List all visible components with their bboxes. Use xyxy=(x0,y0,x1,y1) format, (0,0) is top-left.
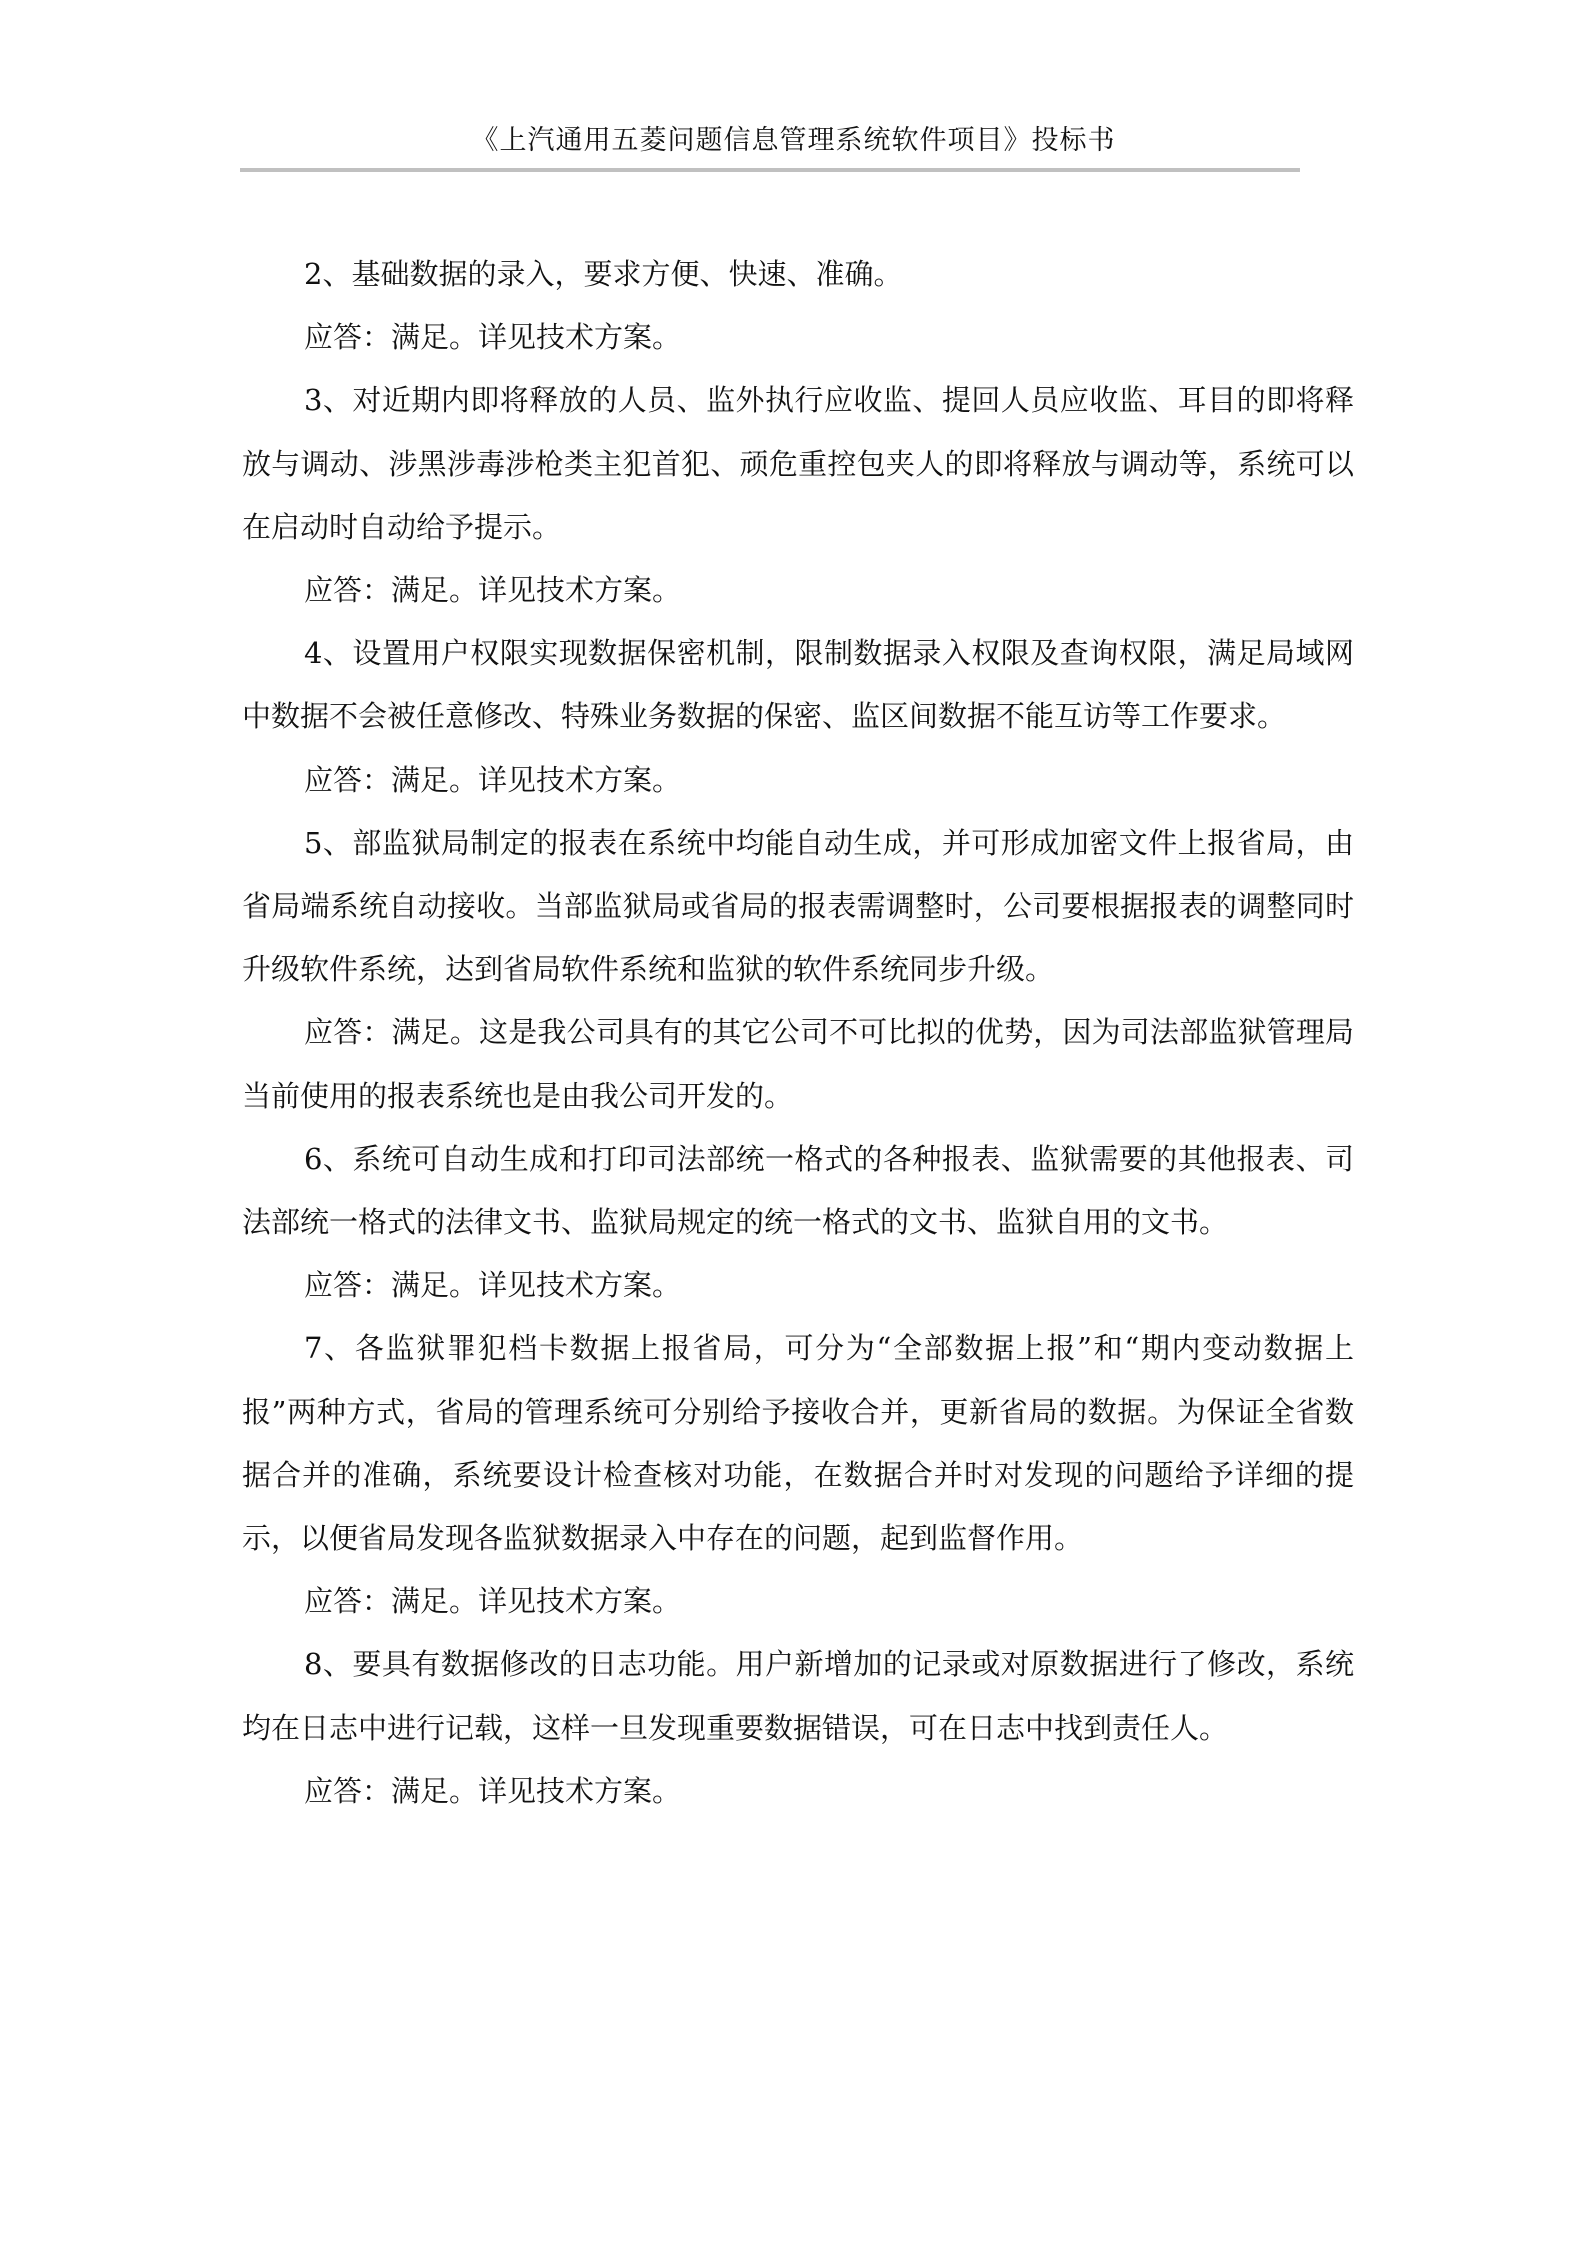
document-body xyxy=(242,243,1354,1823)
header-divider xyxy=(240,168,1300,172)
response-4: 应答：满足。详见技术方案。 xyxy=(304,762,682,797)
response-8: 应答：满足。详见技术方案。 xyxy=(304,1773,682,1808)
response-2: 应答：满足。详见技术方案。 xyxy=(304,320,682,355)
response-5: 应答：满足。这是我公司具有的其它公司不可比拟的优势，因为司法部监狱管理局当前使用的报表系统也是由我公司开发的。 xyxy=(242,1015,1354,1113)
requirement-4: 4、设置用户权限实现数据保密机制，限制数据录入权限及查询权限，满足局域网中数据不会被任意修改、特殊业务数据的保密、监区间数据不能互访等工作要求。 xyxy=(242,636,1354,734)
document-title: 《上汽通用五菱问题信息管理系统软件项目》投标书 xyxy=(471,125,1116,156)
requirement-7: 7、各监狱罪犯档卡数据上报省局，可分为“全部数据上报”和“期内变动数据上报”两种方式，省局的管理系统可分别给予接收合并，更新省局的数据。为保证全省数据合并的准确，系统要设计检查核对功能，在数据合并时对发现的问题给予详细的提示，以便省局发现各监狱数据录入中存在的问题，起到监督作用。 xyxy=(242,1331,1354,1556)
response-3: 应答：满足。详见技术方案。 xyxy=(304,573,682,608)
requirement-8: 8、要具有数据修改的日志功能。用户新增加的记录或对原数据进行了修改，系统均在日志中进行记载，这样一旦发现重要数据错误，可在日志中找到责任人。 xyxy=(242,1647,1354,1745)
requirement-2: 2、基础数据的录入，要求方便、快速、准确。 xyxy=(304,257,903,291)
response-6: 应答：满足。详见技术方案。 xyxy=(304,1268,682,1303)
requirement-5: 5、部监狱局制定的报表在系统中均能自动生成，并可形成加密文件上报省局，由省局端系统自动接收。当部监狱局或省局的报表需调整时，公司要根据报表的调整同时升级软件系统，达到省局软件系统和监狱的软件系统同步升级。 xyxy=(242,825,1354,987)
response-7: 应答：满足。详见技术方案。 xyxy=(304,1584,682,1619)
requirement-6: 6、系统可自动生成和打印司法部统一格式的各种报表、监狱需要的其他报表、司法部统一格式的法律文书、监狱局规定的统一格式的文书、监狱自用的文书。 xyxy=(242,1141,1354,1240)
requirement-3: 3、对近期内即将释放的人员、监外执行应收监、提回人员应收监、耳目的即将释放与调动、涉黑涉毒涉枪类主犯首犯、顽危重控包夹人的即将释放与调动等，系统可以在启动时自动给予提示。 xyxy=(242,383,1354,544)
